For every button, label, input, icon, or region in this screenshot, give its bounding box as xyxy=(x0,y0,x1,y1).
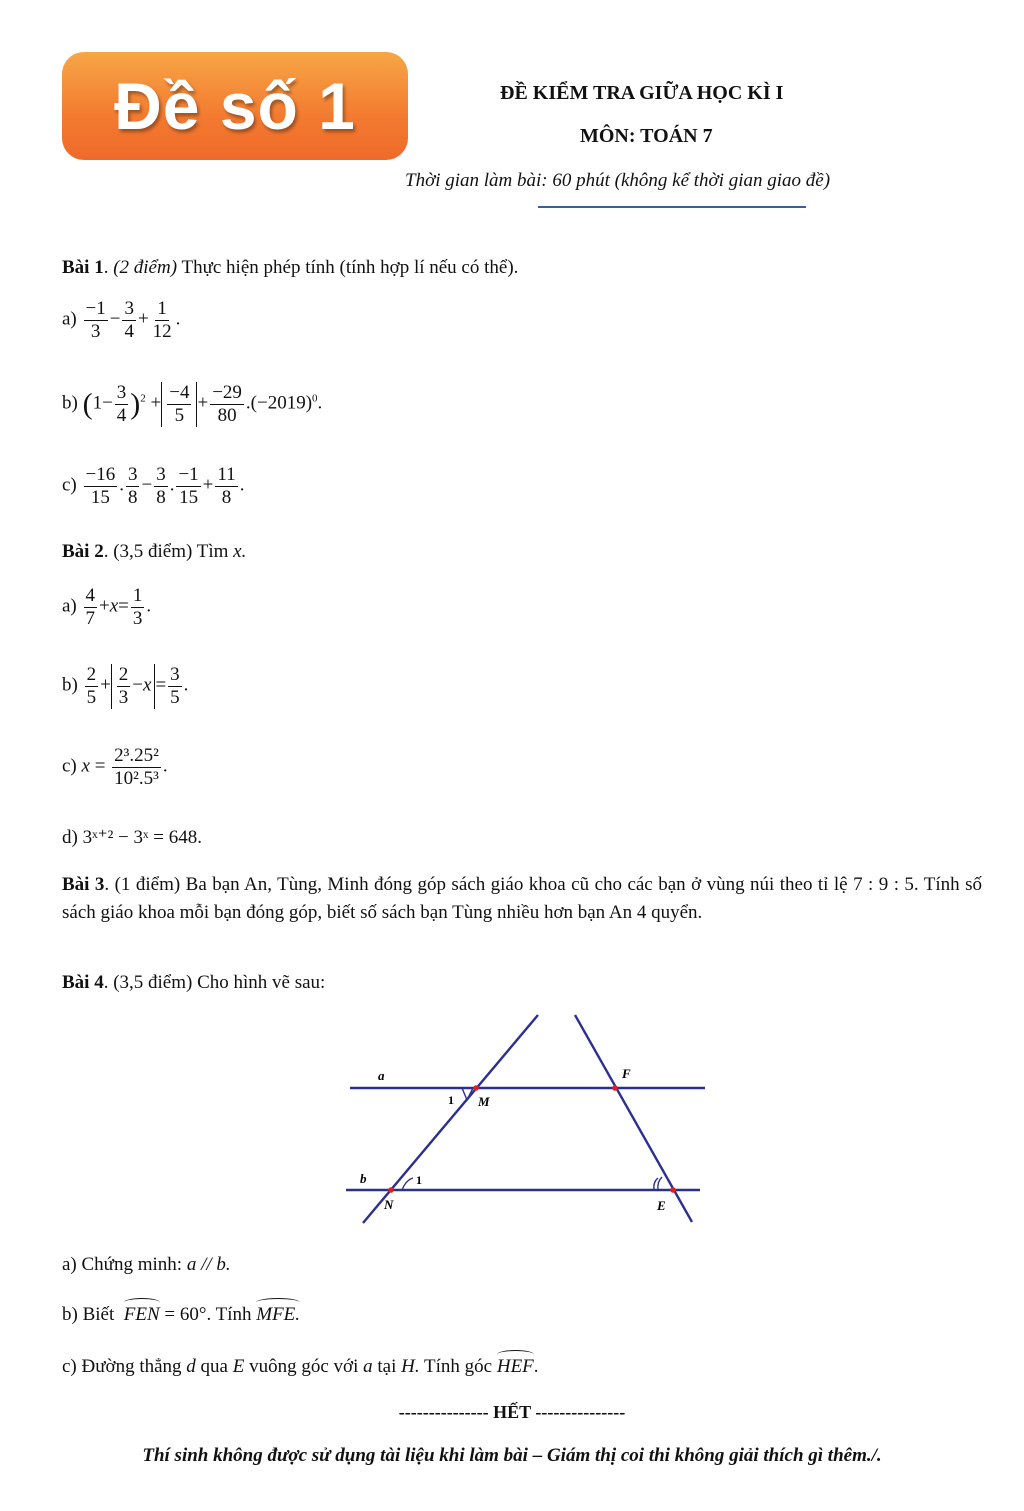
angle-fen: FEN xyxy=(123,1304,160,1325)
bai2-d-expr: 3ˣ⁺² − 3ˣ = 648. xyxy=(82,827,202,848)
bai1-a: a) $\frac{-1}{3}$ − $\frac{3}{4}$ + $\frac{1}{12}$ . xyxy=(62,298,181,342)
bai4-heading: Bài 4. (3,5 điểm) Cho hình vẽ sau: xyxy=(62,972,326,993)
footer-note: Thí sinh không được sử dụng tài liệu khi làm bài – Giám thị coi thi không giải thích gì thêm./. xyxy=(142,1445,882,1466)
end-marker: --------------- HẾT --------------- xyxy=(398,1402,626,1422)
bai2-heading: Bài 2. (3,5 điểm) Tìm x. xyxy=(62,541,247,562)
label-m: M xyxy=(478,1094,490,1109)
bai4-qc: c) Đường thẳng d qua E vuông góc với a tại H. Tính góc HEF. xyxy=(62,1356,539,1377)
label-a: a xyxy=(378,1068,385,1083)
angle-mark-e2 xyxy=(658,1177,662,1190)
bai4-text: (3,5 điểm) Cho hình vẽ sau: xyxy=(113,972,326,993)
item-label: a) xyxy=(62,308,77,330)
bai4-label: Bài 4 xyxy=(62,972,104,993)
point-m xyxy=(473,1085,479,1091)
bai2-b: b) $\frac{2}{5}$ + $\frac{2}{3}$ −x = $\frac{3}{5}$ . xyxy=(62,664,189,708)
header-underline xyxy=(538,206,806,208)
bai2-d xyxy=(62,826,202,849)
title-badge xyxy=(62,52,408,160)
exam-title: ĐỀ KIỂM TRA GIỮA HỌC KÌ I xyxy=(500,82,784,104)
item-label: b) xyxy=(62,392,78,414)
bai3-text: (1 điểm) Ba bạn An, Tùng, Minh đóng góp sách giáo khoa cũ cho các bạn ở vùng núi theo tỉ lệ 7 : 9 : 5. Tính số sách giáo khoa mỗi bạn đóng góp, biết số sách bạn Tùng nhiều hơn bạn An 4 quyển. xyxy=(62,874,982,923)
bai4-qb: b) Biết FEN = 60°. Tính MFE. xyxy=(62,1304,301,1325)
label-e: E xyxy=(657,1198,666,1213)
bai1-text: Thực hiện phép tính (tính hợp lí nếu có thể). xyxy=(181,257,519,278)
angle-mark-n xyxy=(402,1178,413,1190)
bai2-var: x. xyxy=(233,541,247,562)
exam-time: Thời gian làm bài: 60 phút (không kể thời gian giao đề) xyxy=(405,170,831,191)
exam-subject: MÔN: TOÁN 7 xyxy=(580,125,713,147)
bai2-text: (3,5 điểm) Tìm xyxy=(113,541,229,562)
bai1-points: (2 điểm) xyxy=(113,257,178,278)
badge-text: Đề số 1 xyxy=(114,69,356,143)
label-n: N xyxy=(384,1197,394,1212)
point-f xyxy=(612,1085,618,1091)
label-angle-n: 1 xyxy=(416,1173,422,1187)
item-label: d) xyxy=(62,827,78,848)
label-f: F xyxy=(622,1066,631,1081)
bai3: Bài 3. (1 điểm) Ba bạn An, Tùng, Minh đóng góp sách giáo khoa cũ cho các bạn ở vùng núi theo tỉ lệ 7 : 9 : 5. Tính số sách giáo khoa mỗi bạn đóng góp, biết số sách bạn Tùng nhiều hơn bạn An 4 quyển. xyxy=(62,874,982,923)
bai2-c: c) x = $\frac{\text{2³.25²}}{\text{10².5³}}$ . xyxy=(62,745,168,789)
bai4-qa: a) Chứng minh: a // b. xyxy=(62,1254,231,1275)
bai3-label: Bài 3 xyxy=(62,874,105,895)
geometry-figure xyxy=(340,1010,720,1230)
bai1-c: c) $\frac{-16}{15}$ . $\frac{3}{8}$ − $\frac{3}{8}$ . $\frac{-1}{15}$ + $\frac{11}{8}$ . xyxy=(62,464,245,508)
point-n xyxy=(388,1187,394,1193)
angle-mfe: MFE. xyxy=(256,1304,301,1325)
item-label: c) xyxy=(62,755,77,777)
bai2-a: a) $\frac{4}{7}$ +x= $\frac{1}{3}$ . xyxy=(62,585,152,629)
label-b: b xyxy=(360,1171,367,1186)
item-label: b) xyxy=(62,674,78,696)
bai1-b: b) (1− $\frac{3}{4}$ )$^2$ + $\frac{-4}{5}$ + $\frac{-29}{80}$ $.(-2019)^0$. xyxy=(62,382,323,426)
label-angle-m: 1 xyxy=(448,1093,454,1107)
angle-hef: HEF xyxy=(496,1356,534,1377)
bai1-label: Bài 1 xyxy=(62,257,104,278)
item-label: a) xyxy=(62,595,77,617)
bai1-heading: Bài 1. (2 điểm) Thực hiện phép tính (tính hợp lí nếu có thể). xyxy=(62,257,519,278)
point-e xyxy=(670,1187,676,1193)
item-label: c) xyxy=(62,474,77,496)
bai2-label: Bài 2 xyxy=(62,541,104,562)
